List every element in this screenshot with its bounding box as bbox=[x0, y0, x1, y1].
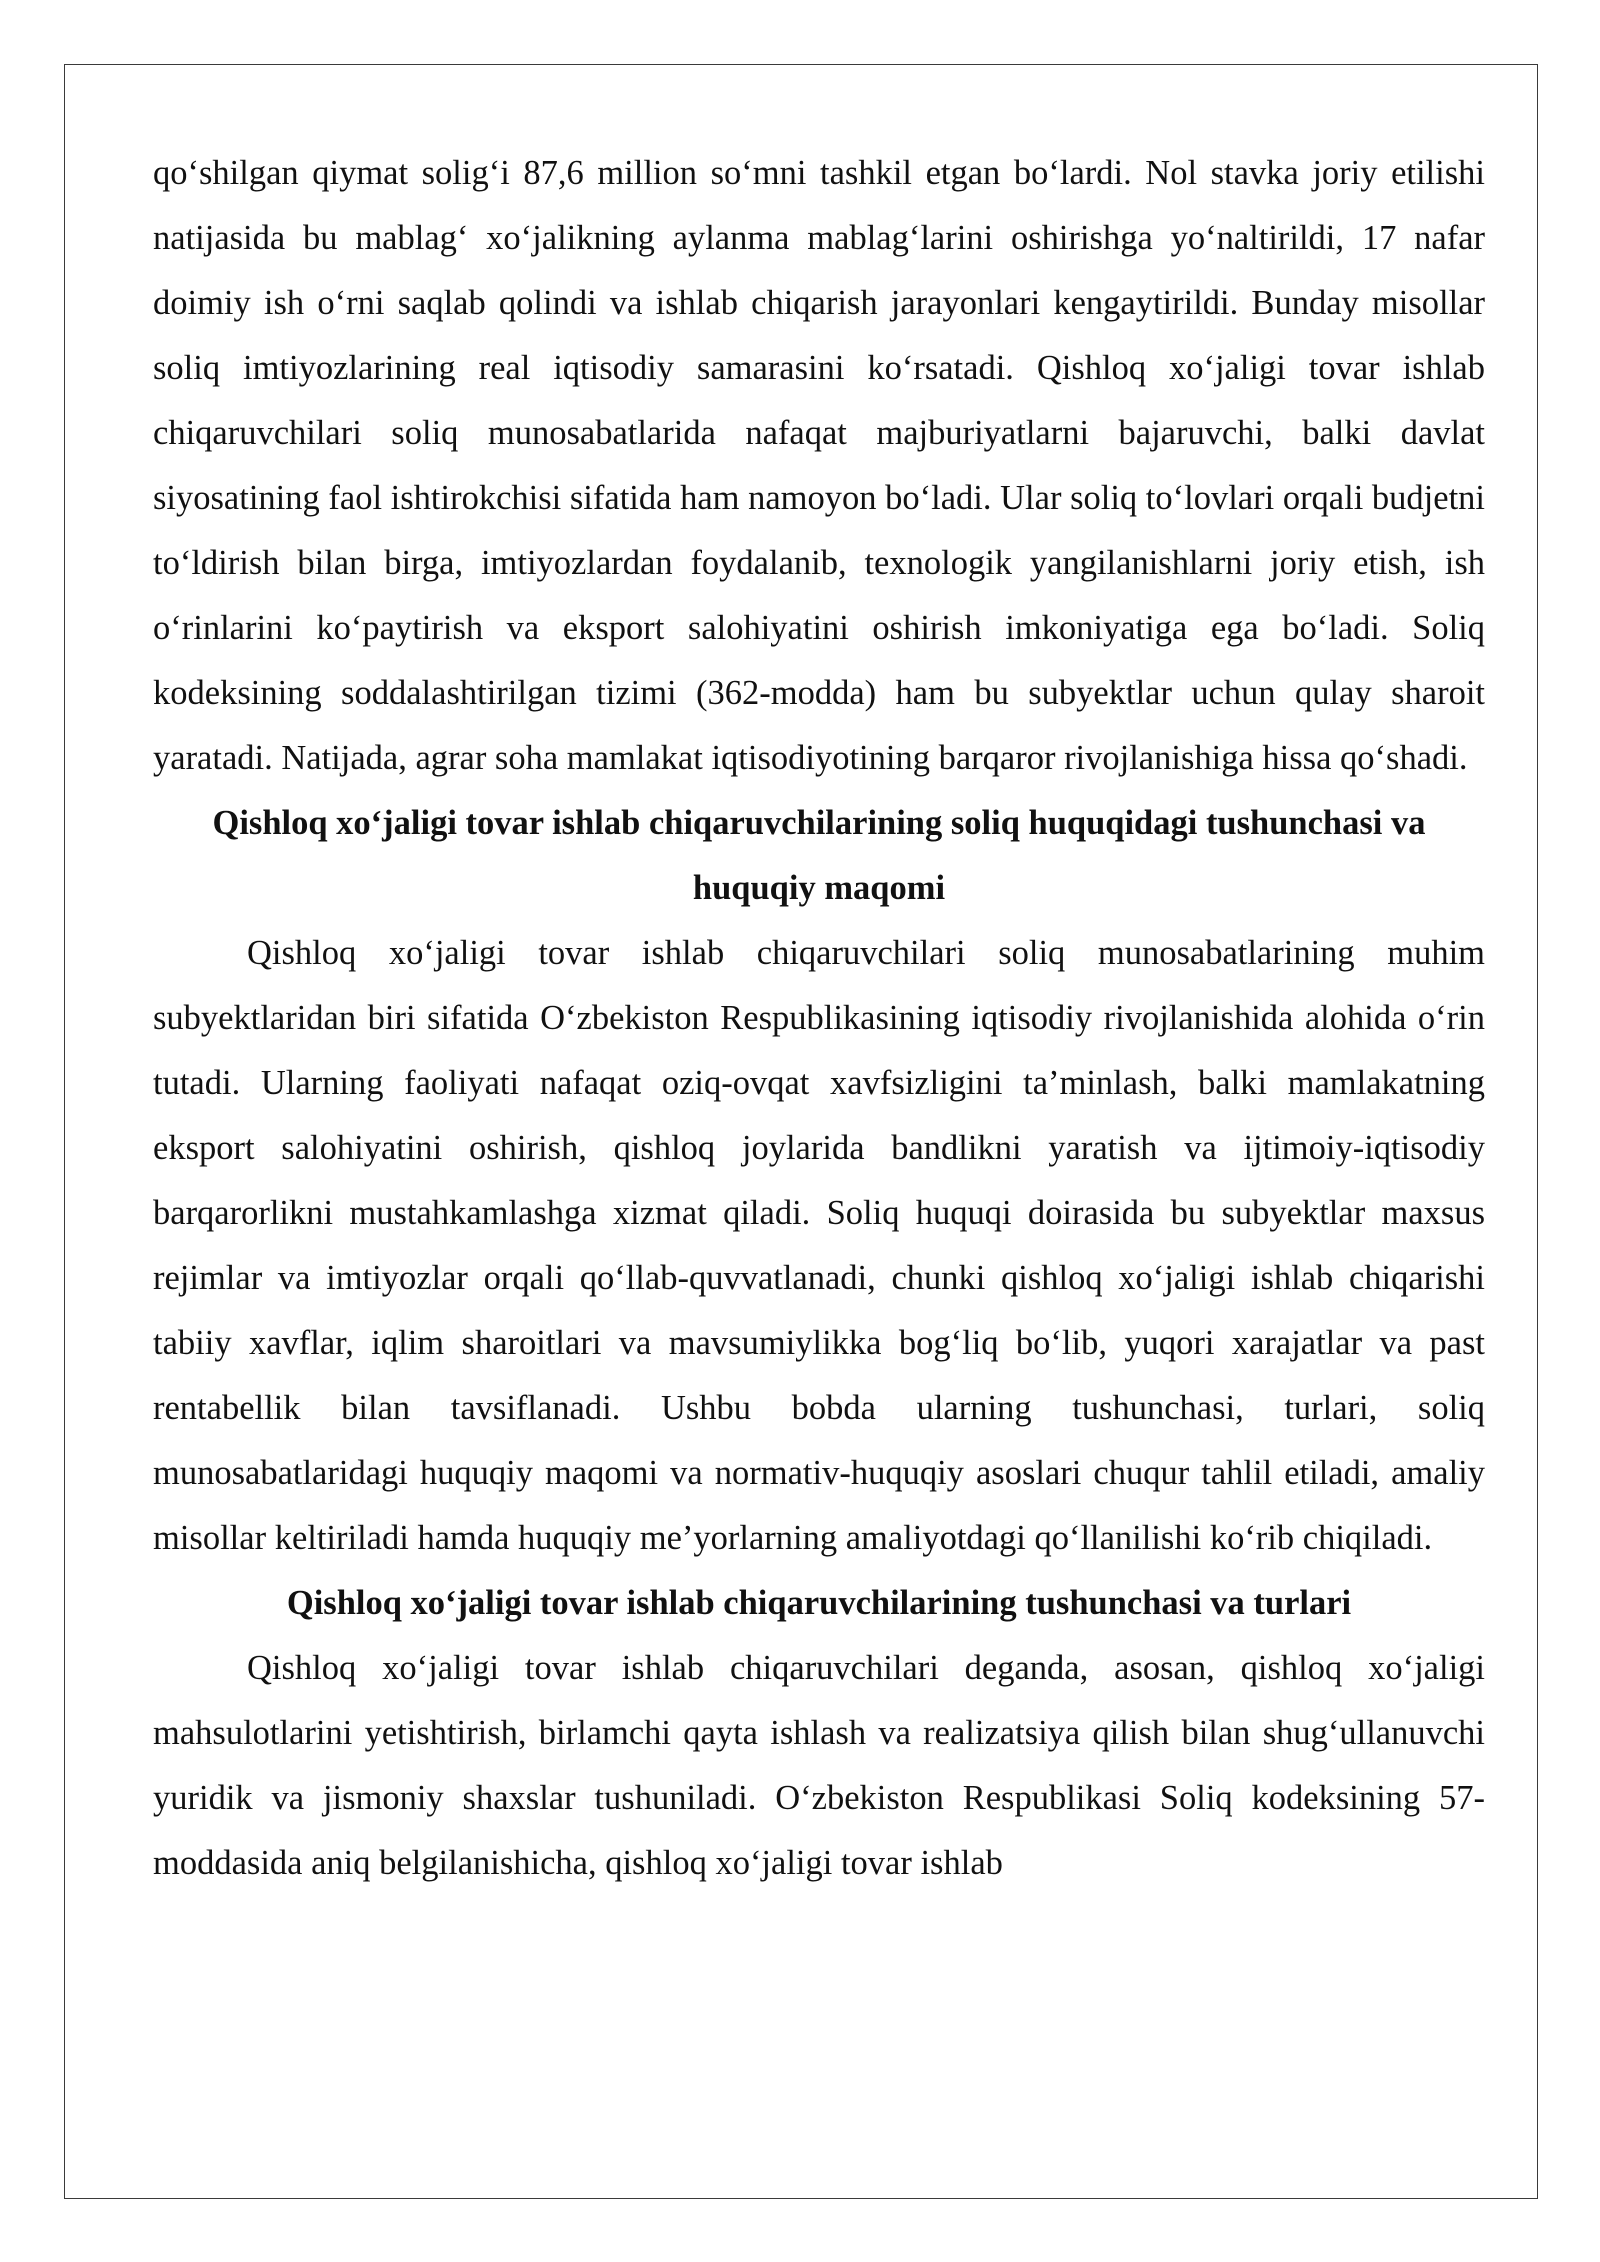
document-body bbox=[153, 141, 1485, 1896]
paragraph-legal-status: Qishloq xo‘jaligi tovar ishlab chiqaruvchilari soliq munosabatlarining muhim subyektlaridan biri sifatida O‘zbekiston Respublikasining iqtisodiy rivojlanishida alohida o‘rin tutadi. Ularning faoliyati nafaqat oziq-ovqat xavfsizligini ta’minlash, balki mamlakatning eksport salohiyatini oshirish, qishloq joylarida bandlikni yaratish va ijtimoiy-iqtisodiy barqarorlikni mustahkamlashga xizmat qiladi. Soliq huquqi doirasida bu subyektlar maxsus rejimlar va imtiyozlar orqali qo‘llab-quvvatlanadi, chunki qishloq xo‘jaligi ishlab chiqarishi tabiiy xavflar, iqlim sharoitlari va mavsumiylikka bog‘liq bo‘lib, yuqori xarajatlar va past rentabellik bilan tavsiflanadi. Ushbu bobda ularning tushunchasi, turlari, soliq munosabatlaridagi huquqiy maqomi va normativ-huquqiy asoslari chuqur tahlil etiladi, amaliy misollar keltiriladi hamda huquqiy me’yorlarning amaliyotdagi qo‘llanilishi ko‘rib chiqiladi. bbox=[153, 934, 1485, 1557]
section-heading-concept-types: Qishloq xo‘jaligi tovar ishlab chiqaruvchilarining tushunchasi va turlari bbox=[286, 1584, 1352, 1622]
paragraph-concept-types: Qishloq xo‘jaligi tovar ishlab chiqaruvchilari deganda, asosan, qishloq xo‘jaligi mahsulotlarini yetishtirish, birlamchi qayta ishlash va realizatsiya qilish bilan shug‘ullanuvchi yuridik va jismoniy shaxslar tushuniladi. O‘zbekiston Respublikasi Soliq kodeksining 57-moddasida aniq belgilanishicha, qishloq xo‘jaligi tovar ishlab bbox=[153, 1649, 1485, 1882]
paragraph-intro: qo‘shilgan qiymat solig‘i 87,6 million so‘mni tashkil etgan bo‘lardi. Nol stavka joriy etilishi natijasida bu mablag‘ xo‘jalikning aylanma mablag‘larini oshirishga yo‘naltirildi, 17 nafar doimiy ish o‘rni saqlab qolindi va ishlab chiqarish jarayonlari kengaytirildi. Bunday misollar soliq imtiyozlarining real iqtisodiy samarasini ko‘rsatadi. Qishloq xo‘jaligi tovar ishlab chiqaruvchilari soliq munosabatlarida nafaqat majburiyatlarni bajaruvchi, balki davlat siyosatining faol ishtirokchisi sifatida ham namoyon bo‘ladi. Ular soliq to‘lovlari orqali budjetni to‘ldirish bilan birga, imtiyozlardan foydalanib, texnologik yangilanishlarni joriy etish, ish o‘rinlarini ko‘paytirish va eksport salohiyatini oshirish imkoniyatiga ega bo‘ladi. Soliq kodeksining soddalashtirilgan tizimi (362-modda) ham bu subyektlar uchun qulay sharoit yaratadi. Natijada, agrar soha mamlakat iqtisodiyotining barqaror rivojlanishiga hissa qo‘shadi. bbox=[153, 154, 1485, 777]
section-heading-legal-status: Qishloq xo‘jaligi tovar ishlab chiqaruvchilarining soliq huquqidagi tushunchasi va huquqiy maqomi bbox=[212, 804, 1426, 907]
